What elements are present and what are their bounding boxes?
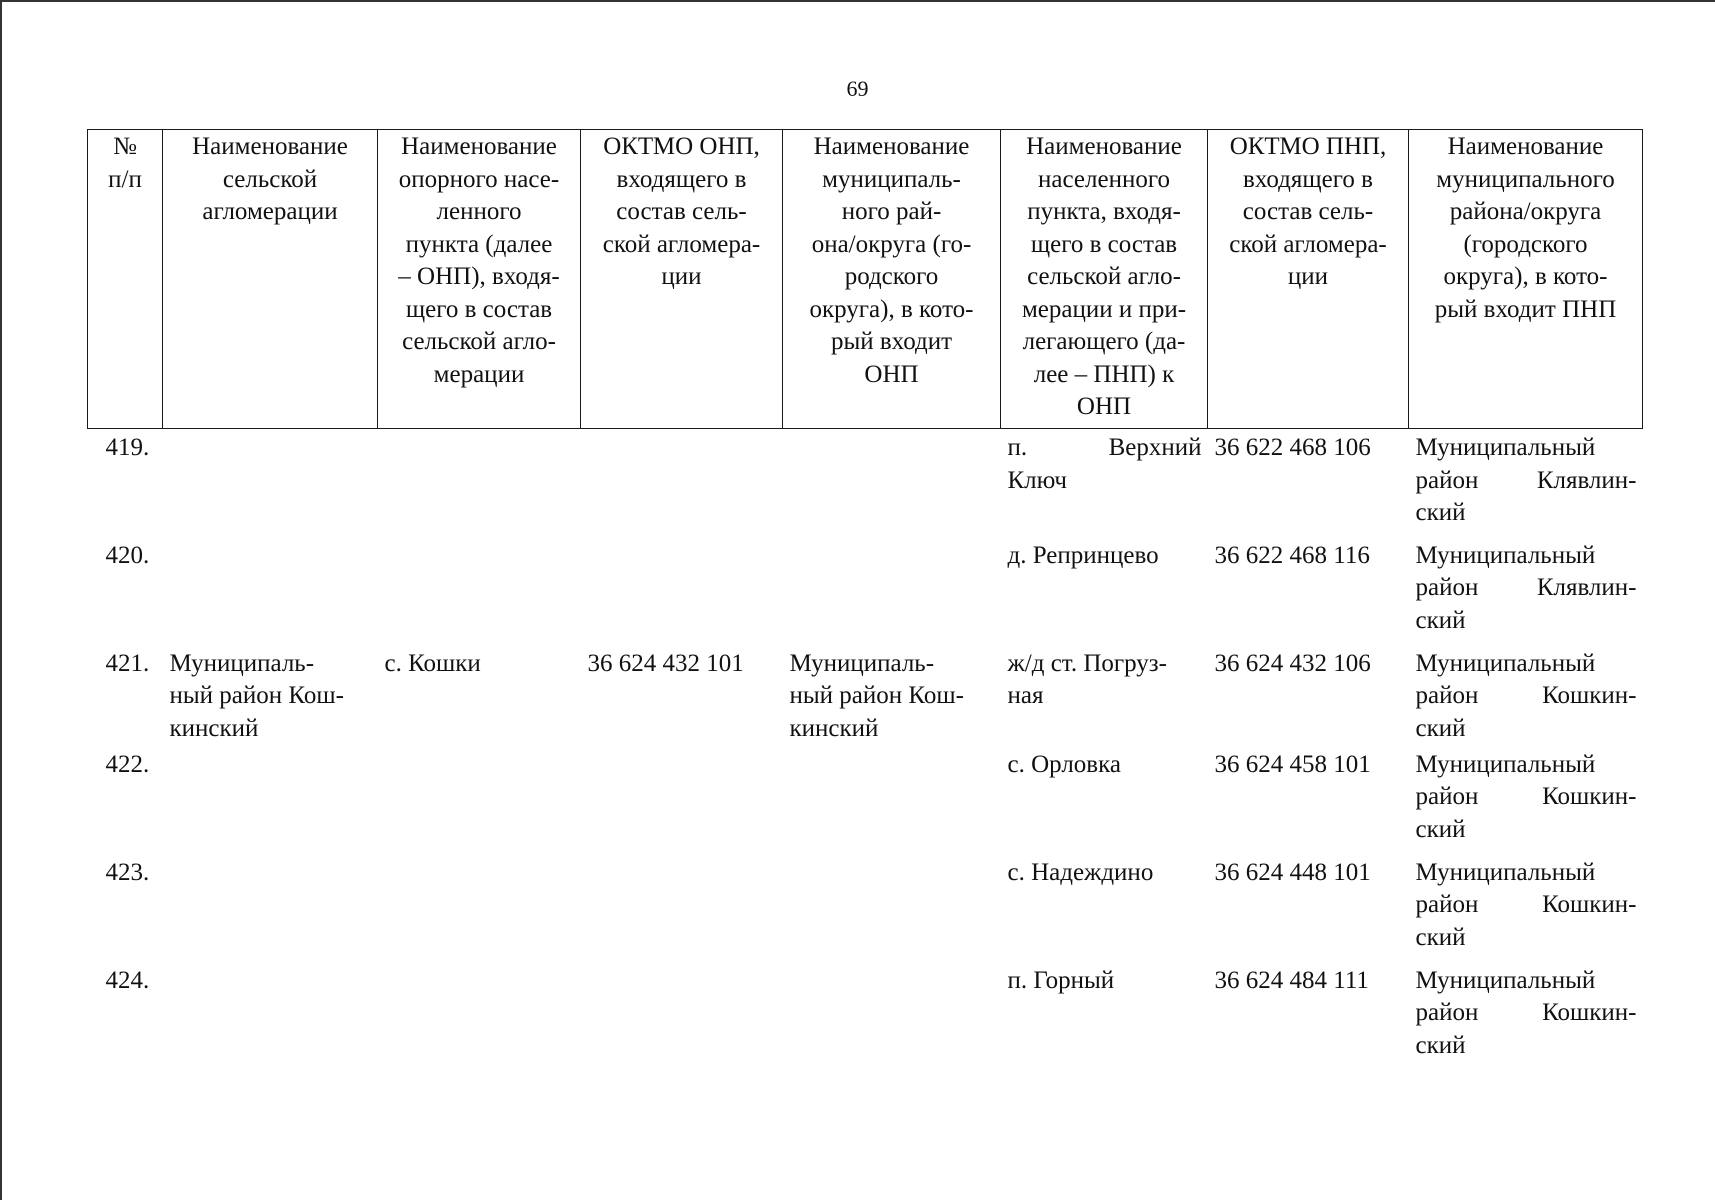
header-pnp-oktmo: ОКТМО ПНП, входящего в состав сель- ской агломера- ции — [1208, 130, 1409, 429]
cell-pnp-municipality — [1409, 645, 1643, 746]
cell-pnp-oktmo: 36 622 468 106 — [1214, 434, 1371, 461]
cell-onp-municipality — [783, 854, 1001, 962]
cell-text-line: Муниципальный — [1415, 649, 1596, 677]
header-pnp-municipality: Наименование муниципального района/округа (городского округа), в кото- рый входит ПНП — [1409, 130, 1643, 429]
table-row — [88, 645, 1643, 746]
cell-text-line: ский — [1415, 923, 1466, 951]
cell-pnp: д. Репринцево — [1007, 541, 1159, 569]
cell-onp-municipality — [783, 746, 1001, 854]
cell-onp — [378, 854, 581, 962]
cell-pnp-oktmo: 36 624 432 106 — [1214, 649, 1371, 677]
data-table — [87, 129, 1643, 1070]
table-row — [88, 962, 1643, 1070]
cell-pnp-municipality — [1409, 854, 1643, 962]
cell-pnp-oktmo: 36 624 484 111 — [1214, 966, 1369, 994]
cell-agglomeration: Муниципаль- ный район Кош- кинский — [169, 649, 344, 742]
cell-text-line: район Клявлин- — [1415, 466, 1637, 494]
header-agglomeration: Наименование сельской агломерации — [163, 130, 378, 429]
cell-pnp-municipality — [1409, 537, 1643, 645]
cell-text-line: Муниципальный — [1415, 434, 1596, 461]
cell-text-line: Муниципальный — [1415, 966, 1596, 994]
table-row — [88, 429, 1643, 537]
cell-text-line: ский — [1415, 499, 1466, 526]
cell-num: 420. — [105, 541, 150, 569]
header-onp: Наименование опорного насе- ленного пункта (далее – ОНП), входя- щего в состав сельской агло- мерации — [378, 130, 581, 429]
cell-text-line: ский — [1415, 606, 1466, 634]
cell-onp-municipality — [783, 962, 1001, 1070]
cell-text-line: район Кошкин- — [1415, 682, 1637, 709]
cell-text-line: район Кошкин- — [1415, 891, 1637, 918]
cell-text-line: Муниципальный — [1415, 858, 1596, 886]
cell-onp-oktmo — [581, 854, 783, 962]
cell-text-line: ский — [1415, 815, 1466, 843]
cell-agglomeration — [163, 537, 378, 645]
table-row — [88, 746, 1643, 854]
cell-onp — [378, 537, 581, 645]
cell-text-line: Муниципальный — [1415, 541, 1596, 569]
header-pnp: Наименование населенного пункта, входя- щего в состав сельской агло- мерации и при- легающего (да- лее – ПНП) к ОНП — [1001, 130, 1208, 429]
cell-text-line: ский — [1415, 714, 1466, 742]
cell-pnp-municipality — [1409, 746, 1643, 854]
cell-text-line: район Кошкин- — [1415, 999, 1637, 1026]
cell-text-line: ский — [1415, 1031, 1466, 1059]
table-body — [88, 429, 1643, 1070]
cell-agglomeration — [163, 429, 378, 537]
cell-num: 421. — [105, 649, 150, 677]
scan-page-edge-top — [0, 0, 1715, 2]
cell-pnp — [1001, 429, 1208, 537]
cell-text-line: Муниципальный — [1415, 750, 1596, 778]
header-onp-oktmo: ОКТМО ОНП, входящего в состав сель- ской агломера- ции — [581, 130, 783, 429]
cell-pnp-oktmo: 36 624 458 101 — [1214, 750, 1371, 778]
page-number: 69 — [846, 76, 869, 101]
cell-onp-oktmo — [581, 537, 783, 645]
table-row — [88, 537, 1643, 645]
cell-num: 424. — [105, 966, 150, 994]
cell-pnp-oktmo: 36 622 468 116 — [1214, 541, 1370, 569]
cell-pnp-oktmo: 36 624 448 101 — [1214, 858, 1371, 886]
cell-onp: с. Кошки — [384, 649, 481, 677]
cell-onp-oktmo — [581, 746, 783, 854]
cell-onp — [378, 429, 581, 537]
cell-pnp: ж/д ст. Погруз- ная — [1007, 649, 1168, 709]
cell-pnp: с. Орловка — [1007, 750, 1121, 778]
table-header — [88, 130, 1643, 429]
cell-agglomeration — [163, 746, 378, 854]
cell-pnp-municipality — [1409, 962, 1643, 1070]
cell-onp-municipality — [783, 429, 1001, 537]
header-num: № п/п — [88, 130, 163, 429]
header-row — [88, 130, 1643, 429]
agglomeration-table — [87, 129, 1642, 1070]
cell-text-line: район Клявлин- — [1415, 574, 1637, 601]
cell-onp — [378, 746, 581, 854]
cell-onp-municipality — [783, 537, 1001, 645]
cell-text-line: Ключ — [1007, 466, 1067, 494]
cell-agglomeration — [163, 962, 378, 1070]
cell-agglomeration — [163, 854, 378, 962]
cell-num: 419. — [105, 434, 150, 461]
cell-text-line: район Кошкин- — [1415, 783, 1637, 810]
cell-onp-municipality: Муниципаль- ный район Кош- кинский — [789, 649, 964, 742]
cell-pnp-municipality — [1409, 429, 1643, 537]
cell-onp-oktmo — [581, 429, 783, 537]
cell-onp-oktmo — [581, 962, 783, 1070]
header-onp-municipality: Наименование муниципаль- ного рай- она/округа (го- родского округа), в кото- рый входит ОНП — [783, 130, 1001, 429]
table-row — [88, 854, 1643, 962]
cell-pnp: с. Надеждино — [1007, 858, 1154, 886]
scan-page-edge-left — [0, 0, 2, 1200]
cell-pnp: п. Горный — [1007, 966, 1115, 994]
cell-text-line: п. Верхний — [1007, 434, 1202, 461]
cell-onp-oktmo: 36 624 432 101 — [587, 649, 744, 677]
cell-onp — [378, 962, 581, 1070]
cell-num: 423. — [105, 858, 150, 886]
cell-num: 422. — [105, 750, 150, 778]
